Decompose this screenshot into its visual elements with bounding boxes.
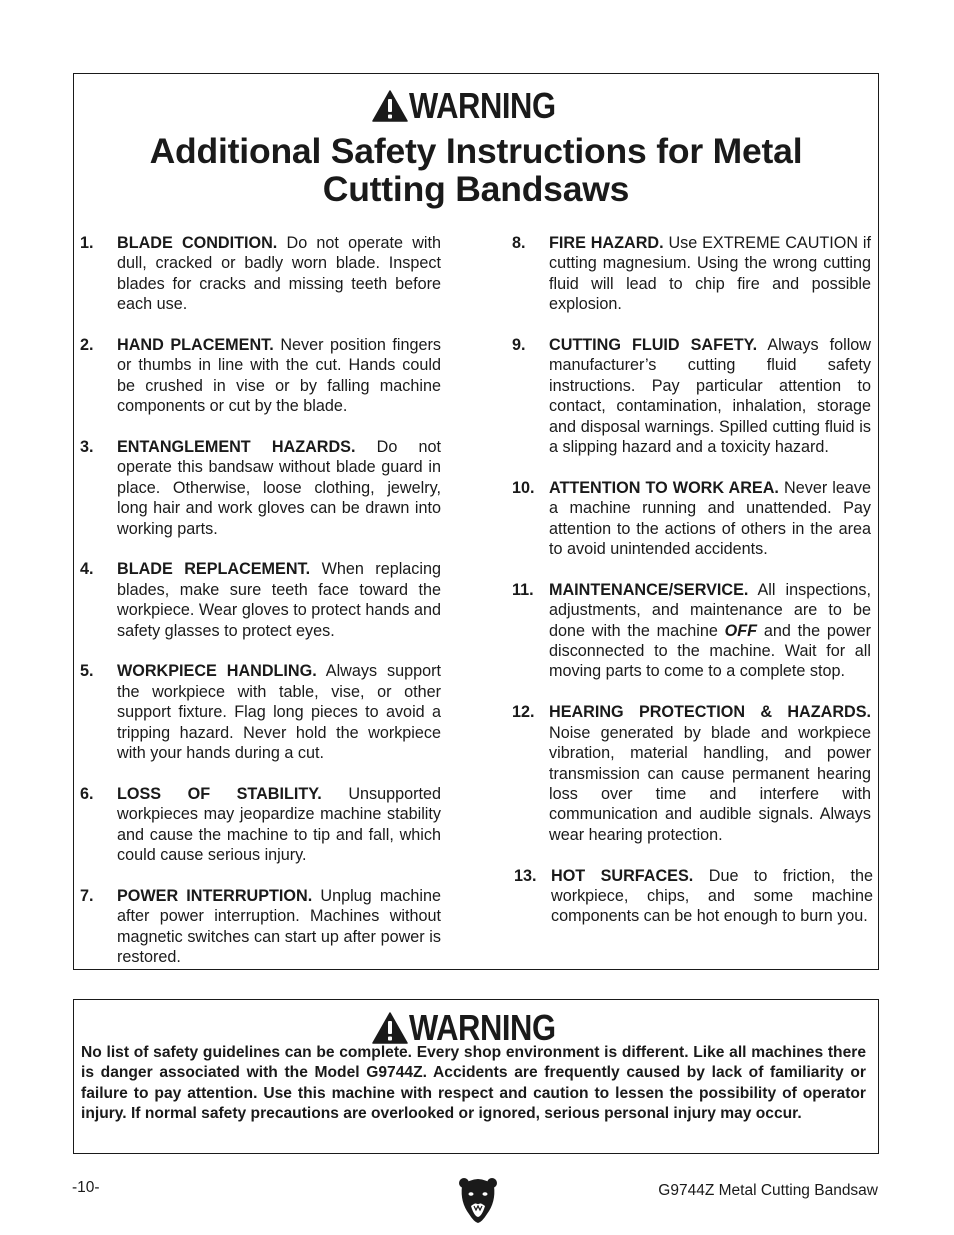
- item-number: 13.: [514, 866, 537, 885]
- item-number: 4.: [80, 560, 94, 579]
- item-number: 10.: [512, 478, 535, 497]
- item-text: Noise generated by blade and workpiece vibration, material handling, and power transmission can cause permanent hearing loss over time and interfere with communication and audible signals. Always wear hearing protection.: [549, 723, 871, 844]
- item-heading: WORKPIECE HANDLING.: [117, 662, 317, 681]
- list-item: [80, 437, 441, 539]
- item-number: 5.: [80, 662, 94, 681]
- warning-triangle-icon: [372, 90, 408, 122]
- item-number: 9.: [512, 336, 526, 355]
- item-text: All inspections, adjustments, and maintenance are to be done with the machine: [549, 580, 871, 640]
- list-item: [80, 233, 441, 315]
- item-text: Unsupported workpieces may jeopardize machine stability and cause the machine to tip and fall, which could cause serious injury.: [117, 784, 442, 865]
- list-item: [80, 784, 441, 866]
- item-text: and the power disconnected to the machine. Wait for all moving parts to come to a complete stop.: [549, 621, 872, 681]
- item-heading: LOSS OF STABILITY.: [117, 784, 322, 803]
- item-number: 12.: [512, 703, 535, 722]
- title-line-1: Additional Safety Instructions for Metal: [149, 131, 803, 171]
- list-item: [512, 335, 871, 457]
- item-heading: HOT SURFACES.: [551, 866, 694, 885]
- list-item: [80, 661, 441, 763]
- item-heading: ATTENTION TO WORK AREA.: [549, 478, 779, 497]
- item-heading: ENTANGLEMENT HAZARDS.: [117, 438, 356, 457]
- item-text: When replacing blades, make sure teeth face toward the workpiece. Wear gloves to protect hands and safety glasses to protect eyes.: [117, 560, 442, 640]
- item-heading: FIRE HAZARD.: [549, 234, 664, 252]
- document-title: G9744Z Metal Cutting Bandsaw: [658, 1182, 878, 1199]
- item-text: Always follow manufacturer’s cutting fluid safety instructions. Pay particular attention to contact, contamination, inhalation, storage and disposal warnings. Spilled cutting fluid is a slipping hazard and a toxicity hazard.: [549, 336, 871, 457]
- item-text: Never position fingers or thumbs in line with the cut. Hands could be crushed in vise or by falling machine components or cut by the blade.: [117, 336, 441, 416]
- left-column: [80, 233, 441, 988]
- page-number: -10-: [72, 1179, 100, 1196]
- item-text: Do not operate with dull, cracked or badly worn blade. Inspect blades for cracks and missing teeth before each use.: [117, 234, 442, 314]
- item-number: 3.: [80, 438, 94, 457]
- item-text: Do not operate this bandsaw without blade guard in place. Otherwise, loose clothing, jewelry, long hair and work gloves can be drawn into working parts.: [117, 438, 441, 538]
- warning-label: WARNING: [408, 85, 556, 126]
- item-text: Due to friction, the workpiece, chips, and some machine components can be hot enough to burn you.: [551, 866, 874, 926]
- item-number: 1.: [80, 234, 94, 252]
- list-item: [512, 478, 871, 560]
- warning-triangle-icon: [372, 1012, 408, 1044]
- warning-heading: [74, 1008, 878, 1048]
- item-number: 6.: [80, 784, 94, 803]
- item-text: Use EXTREME CAUTION if cutting magnesium. Using the wrong cutting fluid will lead to chip fire and possible explosion.: [549, 234, 872, 314]
- item-number: 11.: [512, 580, 534, 599]
- item-heading: HAND PLACEMENT.: [117, 336, 274, 355]
- item-heading: CUTTING FLUID SAFETY.: [549, 336, 758, 355]
- safety-instructions-box: [73, 73, 879, 970]
- list-item: [80, 335, 441, 417]
- item-heading: MAINTENANCE/SERVICE.: [549, 580, 749, 599]
- item-number: 8.: [512, 234, 526, 252]
- item-heading: BLADE CONDITION.: [117, 234, 278, 252]
- item-heading: BLADE REPLACEMENT.: [117, 560, 311, 579]
- list-item: [512, 702, 871, 845]
- warning-label: WARNING: [408, 1007, 556, 1048]
- list-item: [512, 233, 871, 315]
- warning-heading: [74, 86, 878, 126]
- right-column: [512, 233, 874, 947]
- item-heading: HEARING PROTECTION & HAZARDS.: [549, 703, 871, 722]
- bear-head-logo-icon: [458, 1176, 498, 1224]
- item-heading: POWER INTERRUPTION.: [117, 886, 313, 905]
- item-text: Never leave a machine running and unattended. Pay attention to the actions of others in the area to avoid unintended accidents.: [549, 478, 872, 559]
- item-text: Unplug machine after power interruption. Machines without magnetic switches can start up after power is restored.: [117, 886, 442, 967]
- warning-notice-text: No list of safety guidelines can be complete. Every shop environment is different. Like all machines there is danger associated with the Model G9744Z. Accidents are frequently caused by lack of familiarity or failure to pay attention. Use this machine with respect and caution to lessen the possibility of operator injury. If normal safety precautions are overlooked or ignored, serious personal injury may occur.: [81, 1044, 866, 1123]
- list-item: [80, 886, 441, 968]
- item-emphasis: OFF: [724, 621, 758, 640]
- general-warning-box: [73, 999, 879, 1154]
- item-number: 7.: [80, 886, 94, 905]
- page-title: [74, 132, 878, 208]
- list-item: [80, 559, 441, 641]
- item-number: 2.: [80, 336, 94, 355]
- list-item: [512, 580, 871, 682]
- item-text: Always support the workpiece with table, vise, or other support fixture. Flag long pieces to avoid a tripping hazard. Never hold the workpiece with your hands during a cut.: [117, 662, 442, 763]
- list-item: [514, 866, 873, 927]
- title-line-2: Cutting Bandsaws: [322, 169, 630, 209]
